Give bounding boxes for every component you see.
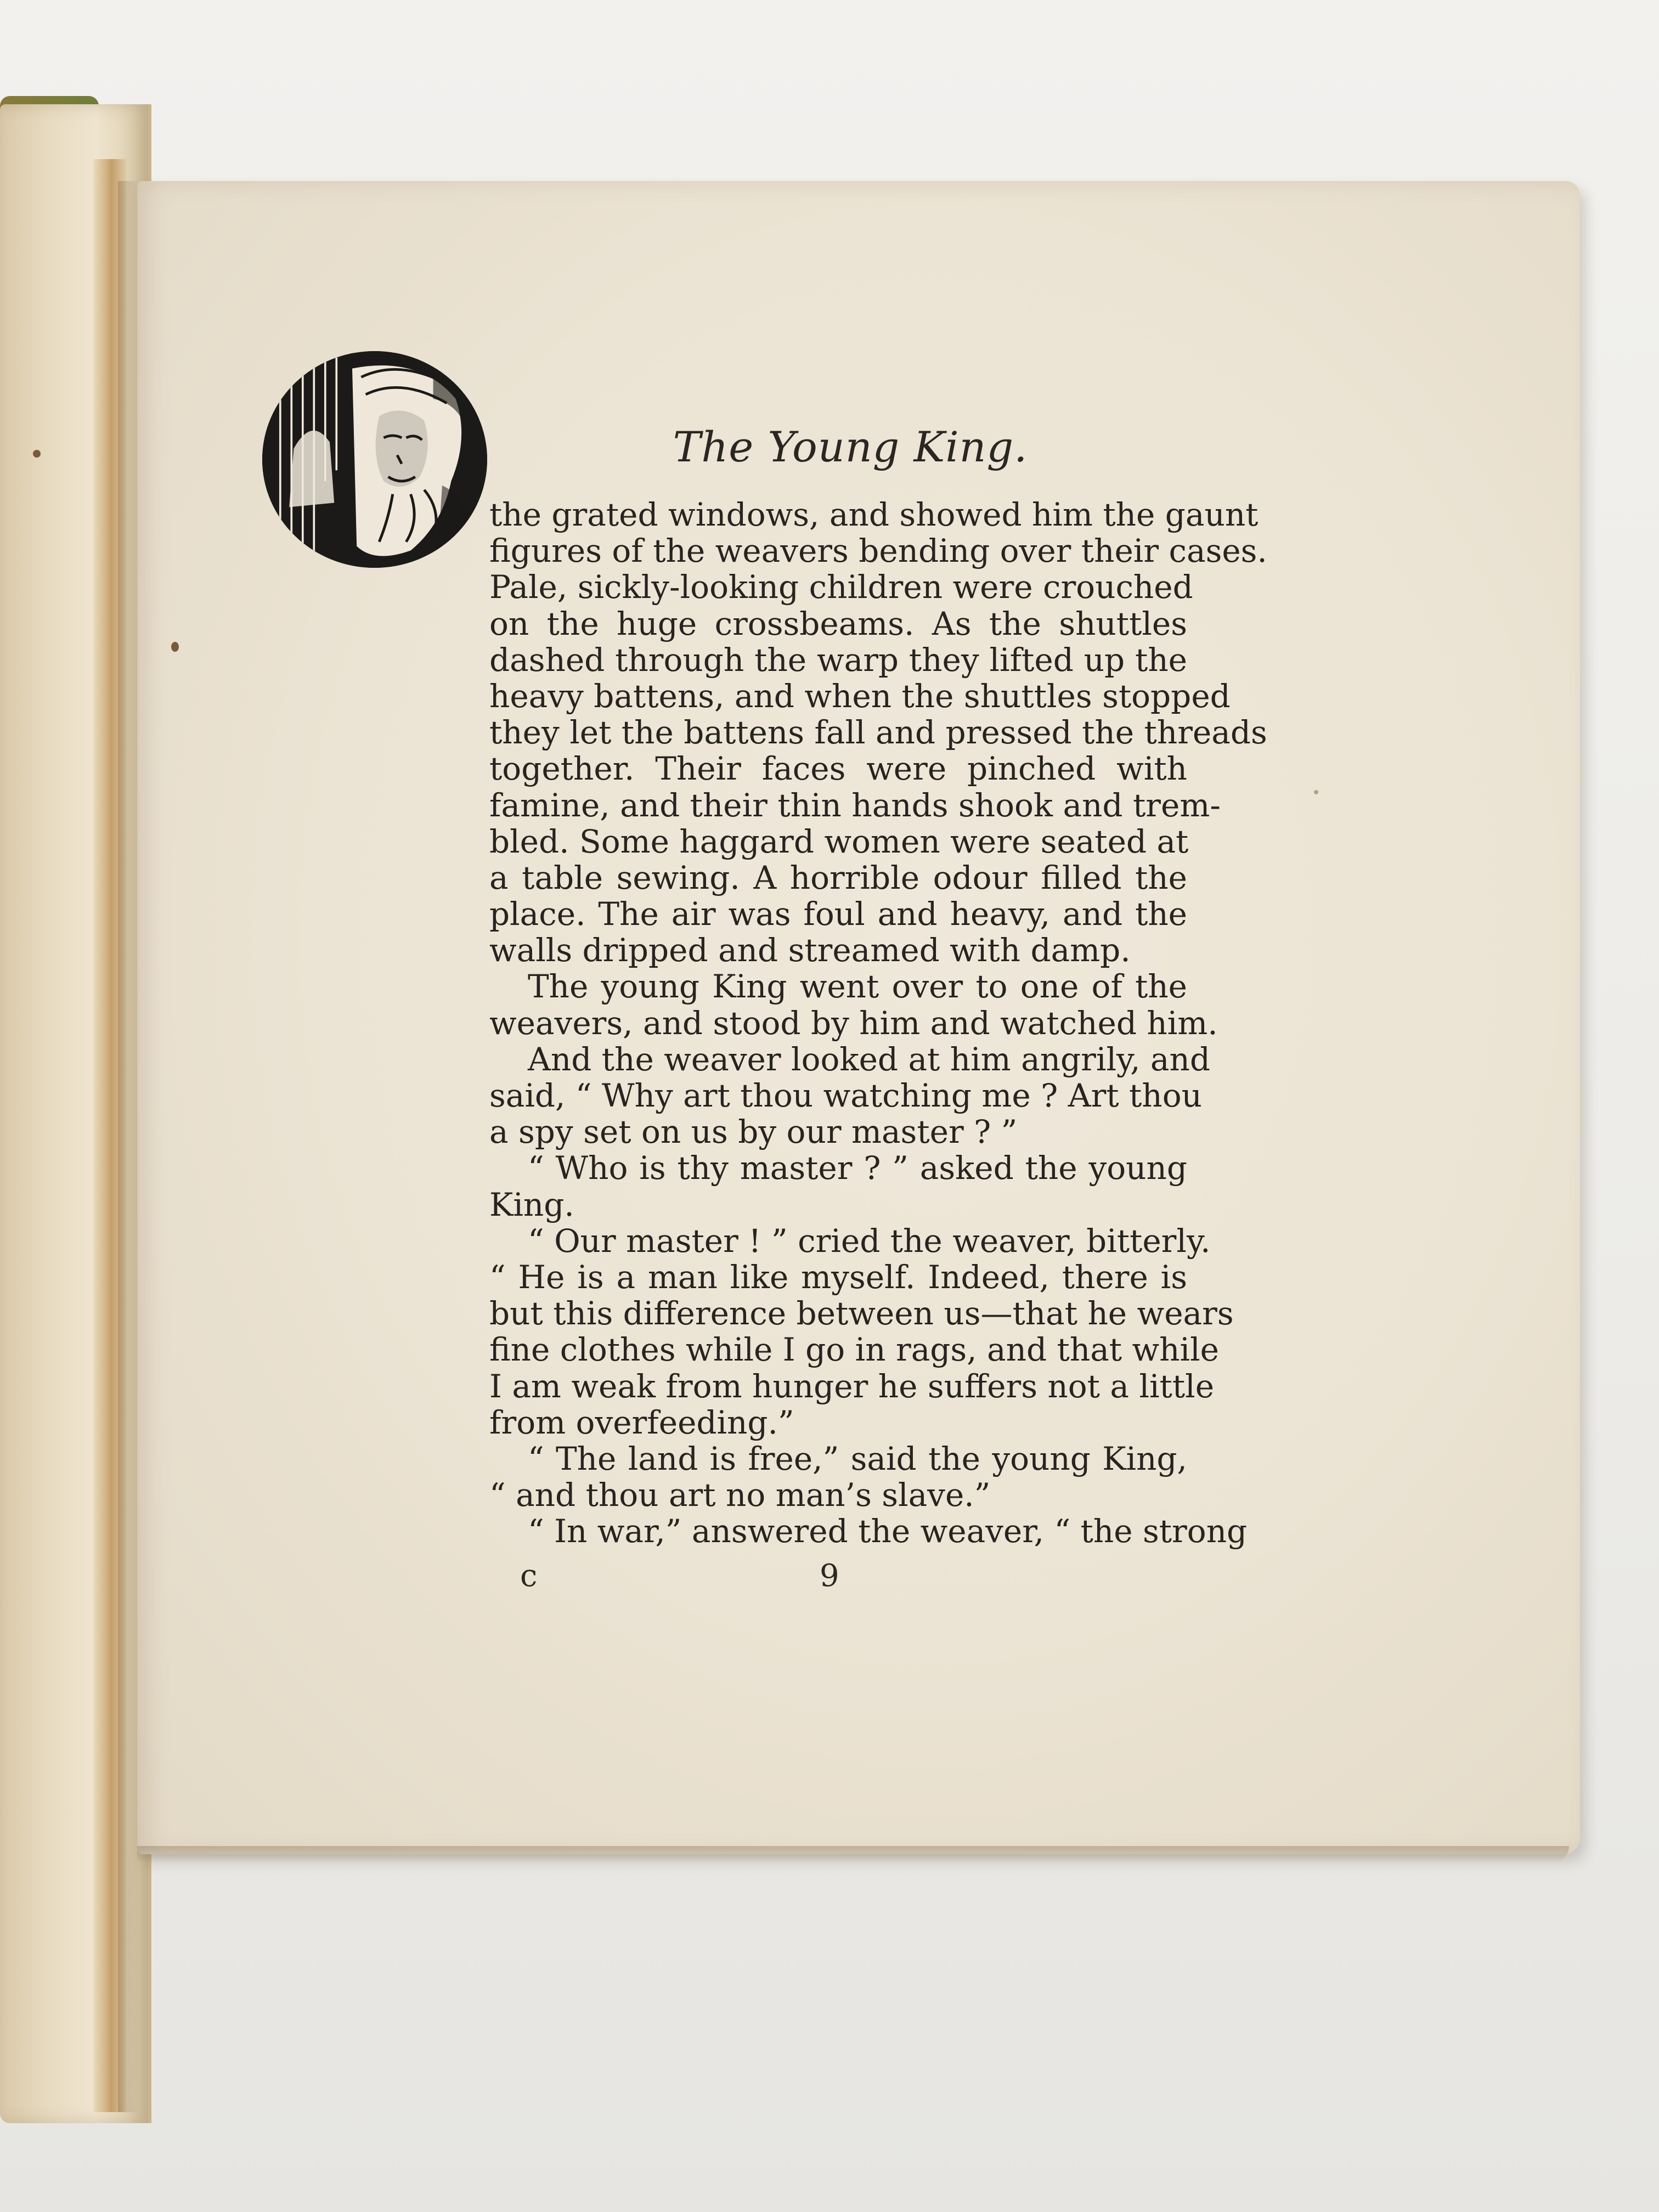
text-line: “ Our master ! ” cried the weaver, bitterly.: [528, 1222, 1211, 1260]
text-line: from overfeeding.”: [489, 1403, 794, 1441]
text-line: a spy set on us by our master ? ”: [489, 1113, 1018, 1151]
text-line: famine, and their thin hands shook and trem-: [489, 786, 1221, 824]
text-line: on the huge crossbeams. As the shuttles: [489, 605, 1187, 642]
text-line: a table sewing. A horrible odour filled the: [489, 859, 1187, 896]
text-line: I am weak from hunger he suffers not a little: [489, 1367, 1215, 1405]
running-head: The Young King.: [673, 422, 1028, 471]
text-line: The young King went over to one of the: [528, 968, 1187, 1006]
page-number: 9: [820, 1558, 839, 1594]
text-line: “ and thou art no man’s slave.”: [489, 1476, 991, 1514]
text-line: King.: [489, 1186, 574, 1223]
body-text: [489, 496, 1267, 1550]
text-line: walls dripped and streamed with damp.: [489, 932, 1131, 969]
foxing-speck: [1314, 790, 1318, 794]
text-line: Pale, sickly-looking children were crouched: [489, 568, 1193, 606]
text-line: place. The air was foul and heavy, and the: [489, 895, 1187, 933]
text-line: together. Their faces were pinched with: [489, 750, 1187, 788]
text-line: they let the battens fall and pressed the threads: [489, 714, 1267, 752]
text-line: heavy battens, and when the shuttles stopped: [489, 677, 1231, 715]
text-line: “ The land is free,” said the young King,: [528, 1440, 1187, 1477]
text-line: “ In war,” answered the weaver, “ the strong: [528, 1513, 1248, 1550]
signature-mark: c: [520, 1558, 538, 1594]
page-gutter-shadow: [118, 181, 140, 2112]
text-line: dashed through the warp they lifted up the: [489, 641, 1187, 679]
text-line: the grated windows, and showed him the gaunt: [489, 496, 1259, 533]
text-line: figures of the weavers bending over their cases.: [489, 532, 1267, 570]
headpiece-vignette-illustration: [262, 351, 487, 568]
text-line: weavers, and stood by him and watched him.: [489, 1004, 1218, 1042]
text-line: “ He is a man like myself. Indeed, there is: [489, 1258, 1187, 1296]
page-bottom-shadow: [137, 1846, 1569, 1863]
text-line: “ Who is thy master ? ” asked the young: [528, 1149, 1187, 1187]
foxing-speck: [171, 642, 179, 652]
text-line: bled. Some haggard women were seated at: [489, 822, 1189, 860]
text-line: And the weaver looked at him angrily, and: [528, 1040, 1210, 1078]
foxing-speck: [33, 450, 41, 458]
text-line: fine clothes while I go in rags, and that while: [489, 1331, 1219, 1369]
text-line: said, “ Why art thou watching me ? Art thou: [489, 1077, 1202, 1114]
text-line: but this difference between us—that he wears: [489, 1295, 1234, 1333]
